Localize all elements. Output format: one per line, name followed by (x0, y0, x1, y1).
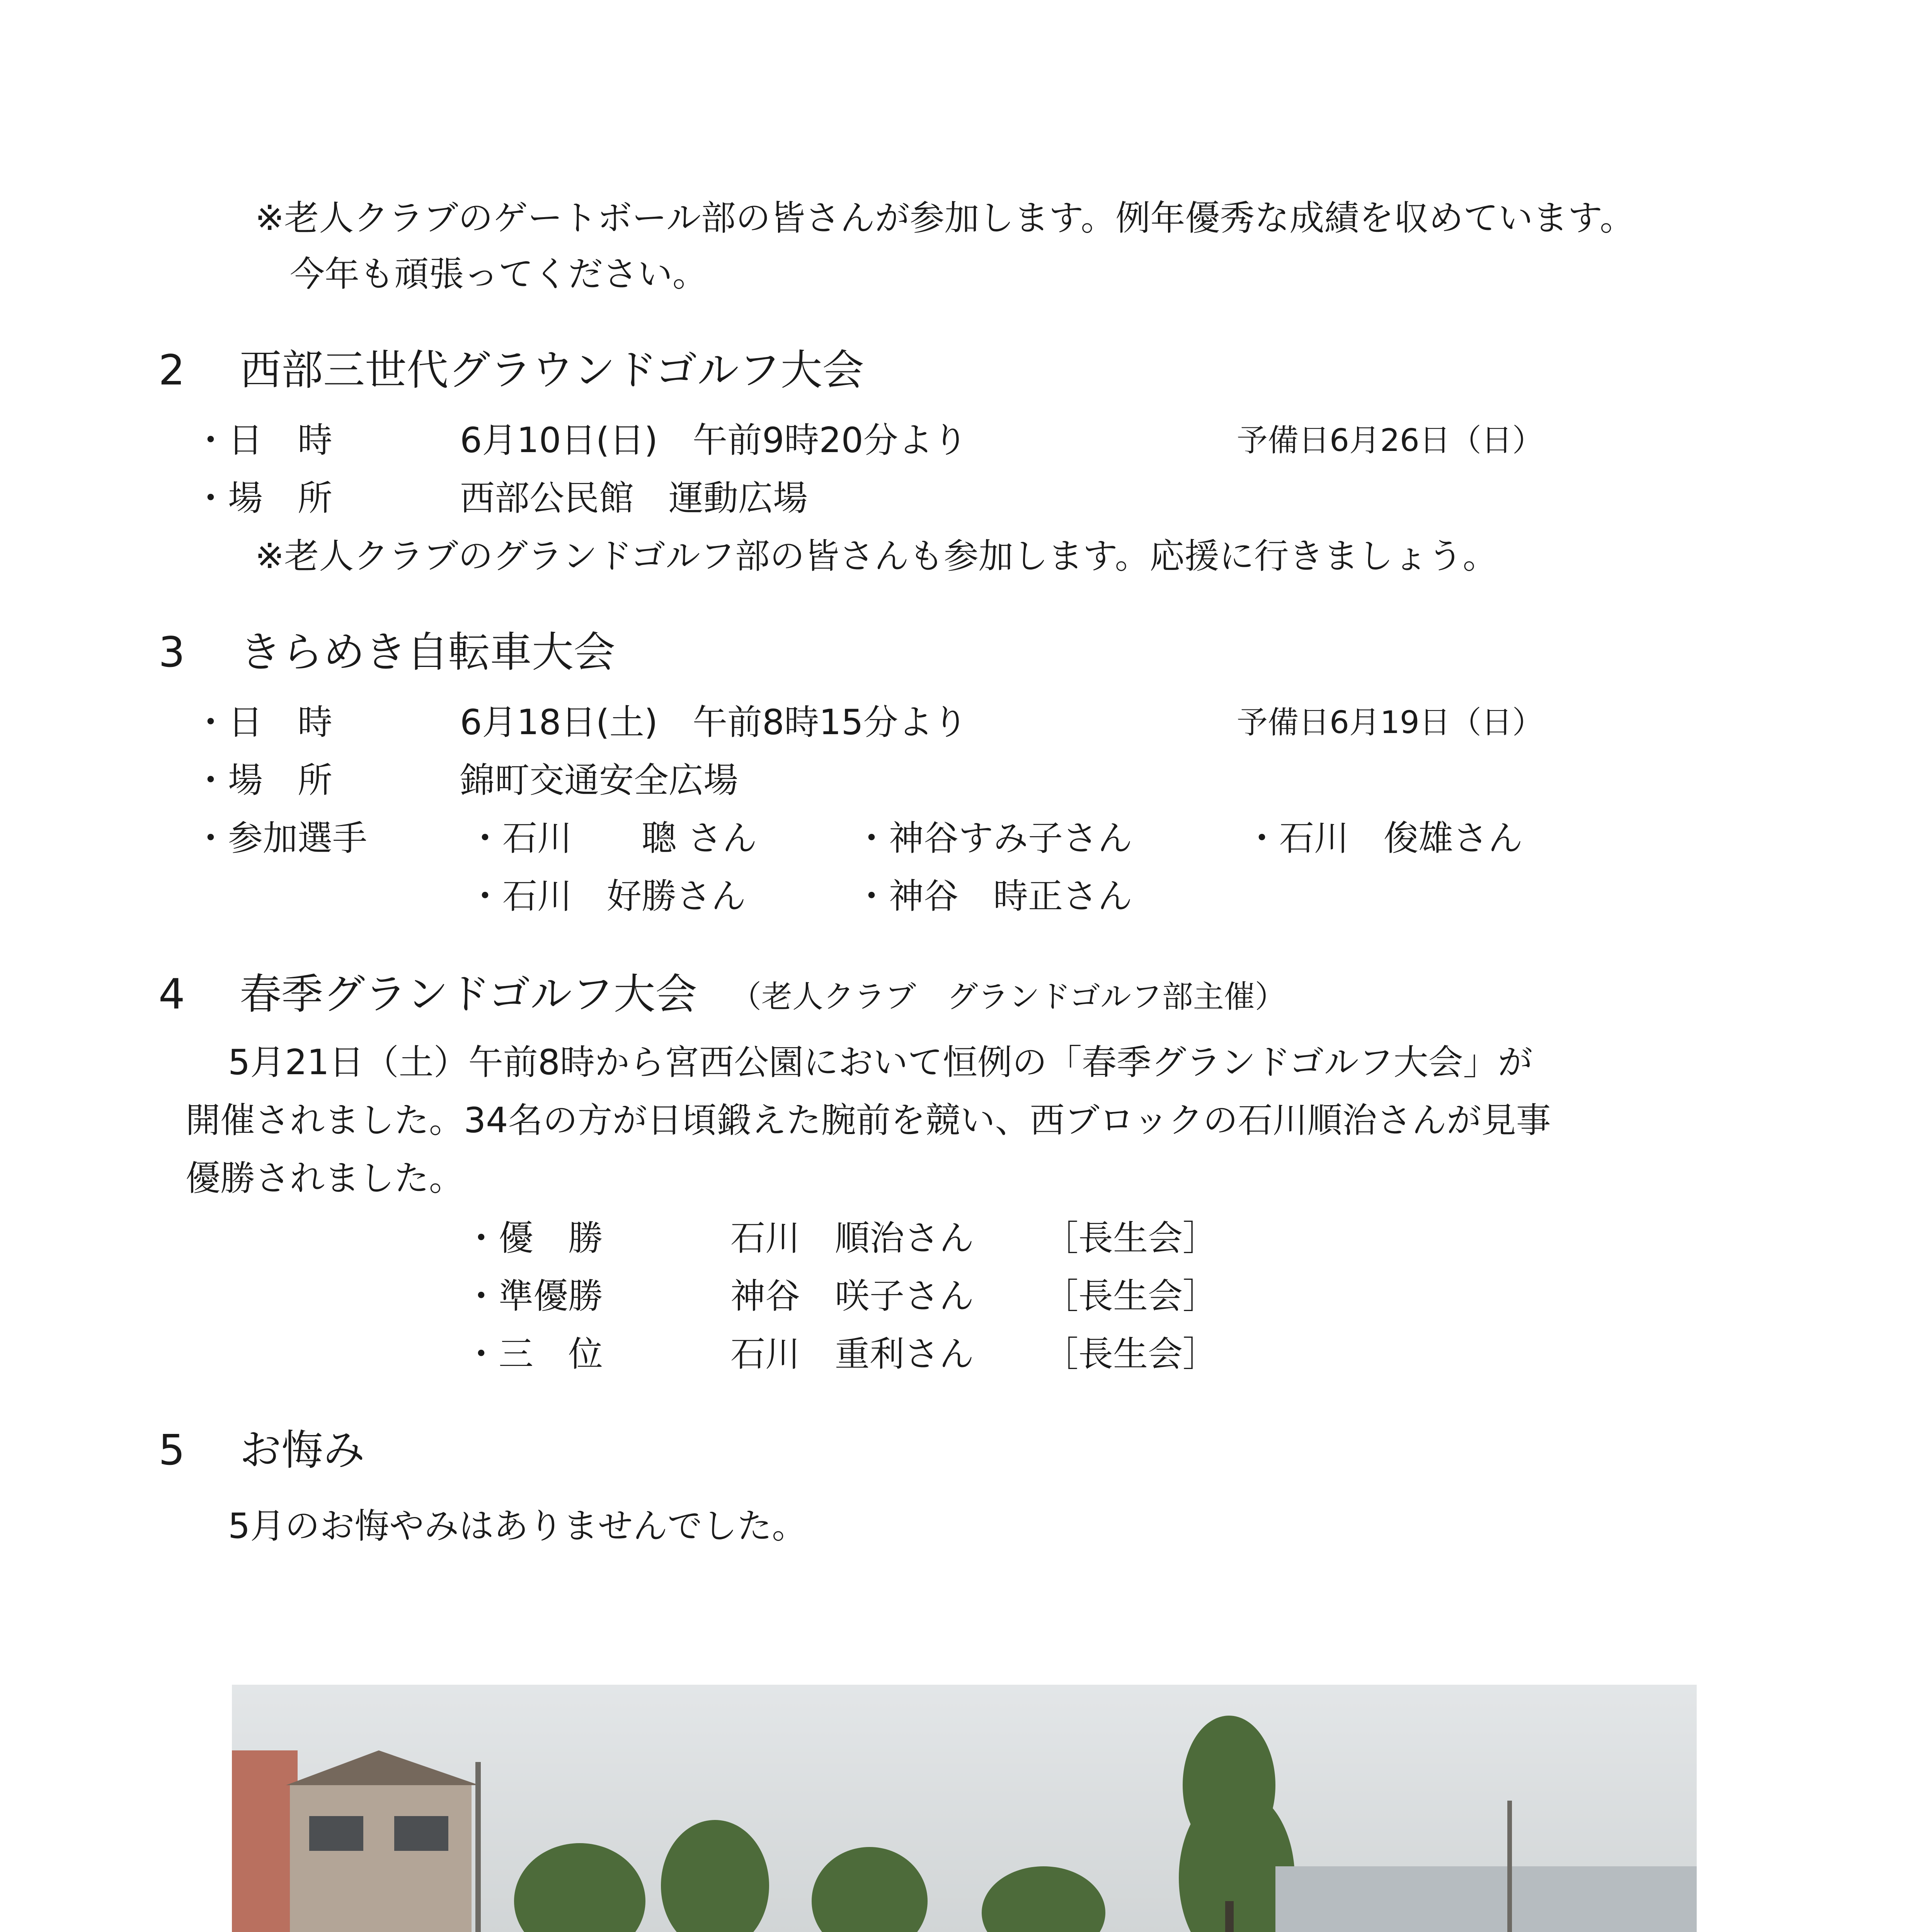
player-item: ・神谷 時正さん (854, 876, 1132, 917)
section-4-organizer: （老人クラブ グランドゴルフ部主催） (730, 979, 1286, 1015)
section-3-players-label: ・参加選手 (193, 818, 367, 859)
section-5-number: 5 (158, 1426, 185, 1475)
section-2-date-label: ・日 時 (193, 420, 332, 461)
section-4-paragraph-line2: 開催されました。34名の方が日頃鍛えた腕前を競い、西ブロックの石川順治さんが見事 (186, 1100, 1551, 1141)
section-3-place-value: 錦町交通安全広場 (460, 760, 738, 801)
gateball-note-line2: 今年も頑張ってください。 (290, 254, 707, 294)
section-2-reserve-date: 予備日6月26日（日） (1237, 422, 1543, 458)
section-3-place-label: ・場 所 (193, 760, 332, 801)
section-5-title: お悔み (240, 1426, 365, 1475)
section-4-number: 4 (158, 970, 185, 1019)
result-rank: ・準優勝 (464, 1276, 603, 1316)
result-name: 神谷 咲子さん (730, 1276, 974, 1316)
section-3-date-label: ・日 時 (193, 702, 332, 743)
section-4-paragraph-line1: 5月21日（土）午前8時から宮西公園において恒例の「春季グランドゴルフ大会」が (228, 1042, 1533, 1083)
section-2-place-label: ・場 所 (193, 478, 332, 519)
result-name: 石川 重利さん (730, 1334, 974, 1374)
section-3-date-value: 6月18日(土) 午前8時15分より (460, 702, 968, 743)
section-2-date-value: 6月10日(日) 午前9時20分より (460, 420, 968, 461)
section-3-reserve-date: 予備日6月19日（日） (1237, 704, 1543, 740)
player-item: ・石川 好勝さん (468, 876, 746, 917)
section-2-number: 2 (158, 346, 185, 395)
section-3-title: きらめき自転車大会 (240, 628, 616, 677)
result-rank: ・三 位 (464, 1334, 603, 1374)
section-3-number: 3 (158, 628, 185, 677)
player-item: ・神谷すみ子さん (854, 818, 1132, 859)
gateball-note-line1: ※老人クラブのゲートボール部の皆さんが参加します。例年優秀な成績を収めています。 (255, 198, 1635, 238)
section-5-text: 5月のお悔やみはありませんでした。 (228, 1506, 807, 1546)
result-club: ［長生会］ (1044, 1218, 1217, 1259)
result-club: ［長生会］ (1044, 1334, 1217, 1374)
section-2-note: ※老人クラブのグランドゴルフ部の皆さんも参加します。応援に行きましょう。 (255, 536, 1498, 577)
section-4-title: 春季グランドゴルフ大会 (240, 970, 697, 1019)
section-4-paragraph-line3: 優勝されました。 (186, 1158, 464, 1199)
result-rank: ・優 勝 (464, 1218, 603, 1259)
result-club: ［長生会］ (1044, 1276, 1217, 1316)
section-2-place-value: 西部公民館 運動広場 (460, 478, 808, 519)
player-item: ・石川 聰 さん (468, 818, 757, 859)
rice-planting-photo (232, 1685, 1697, 1932)
section-2-title: 西部三世代グラウンドゴルフ大会 (240, 346, 864, 395)
result-name: 石川 順治さん (730, 1218, 974, 1259)
player-item: ・石川 俊雄さん (1245, 818, 1523, 859)
